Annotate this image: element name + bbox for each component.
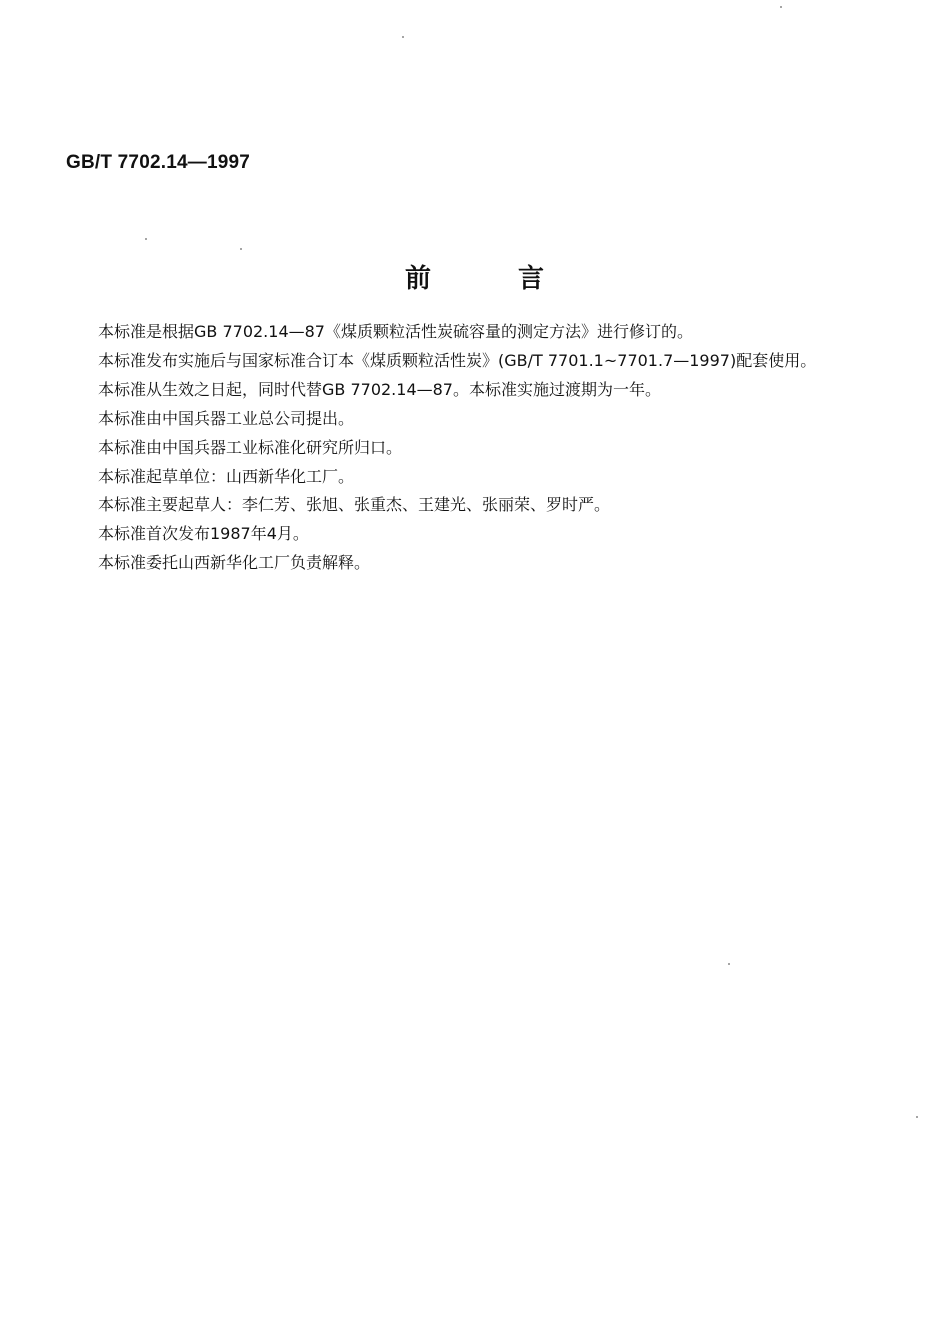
paragraph-drafting-unit: 本标准起草单位：山西新华化工厂。 [98,466,355,486]
scan-speck [916,1116,918,1118]
title-char-right: 言 [518,264,546,294]
standard-number: GB/T 7702.14—1997 [66,152,251,173]
title-char-left: 前 [404,264,432,294]
paragraph-revision-basis: 本标准是根据GB 7702.14—87《煤质颗粒活性炭硫容量的测定方法》进行修订的。 [98,322,693,341]
scan-speck [728,963,730,965]
paragraph-drafters: 本标准主要起草人：李仁芳、张旭、张重杰、王建光、张丽荣、罗时严。 [98,495,611,515]
foreword-body [66,318,896,578]
scan-speck [402,36,404,38]
paragraph-effective-date: 本标准从生效之日起，同时代替GB 7702.14—87。本标准实施过渡期为一年。 [98,379,661,399]
paragraph-first-issue: 本标准首次发布1987年4月。 [98,524,309,544]
paragraph-proposer: 本标准由中国兵器工业总公司提出。 [98,408,355,428]
paragraph-centralized-unit: 本标准由中国兵器工业标准化研究所归口。 [98,437,403,457]
paragraph-companion-use: 本标准发布实施后与国家标准合订本《煤质颗粒活性炭》(GB/T 7701.1~7701.7—1997)配套使用。 [98,350,817,370]
scan-speck [145,238,147,240]
section-title [0,258,950,295]
scan-speck [780,6,782,8]
paragraph-interpretation: 本标准委托山西新华化工厂负责解释。 [98,553,371,573]
scan-speck [240,248,242,250]
